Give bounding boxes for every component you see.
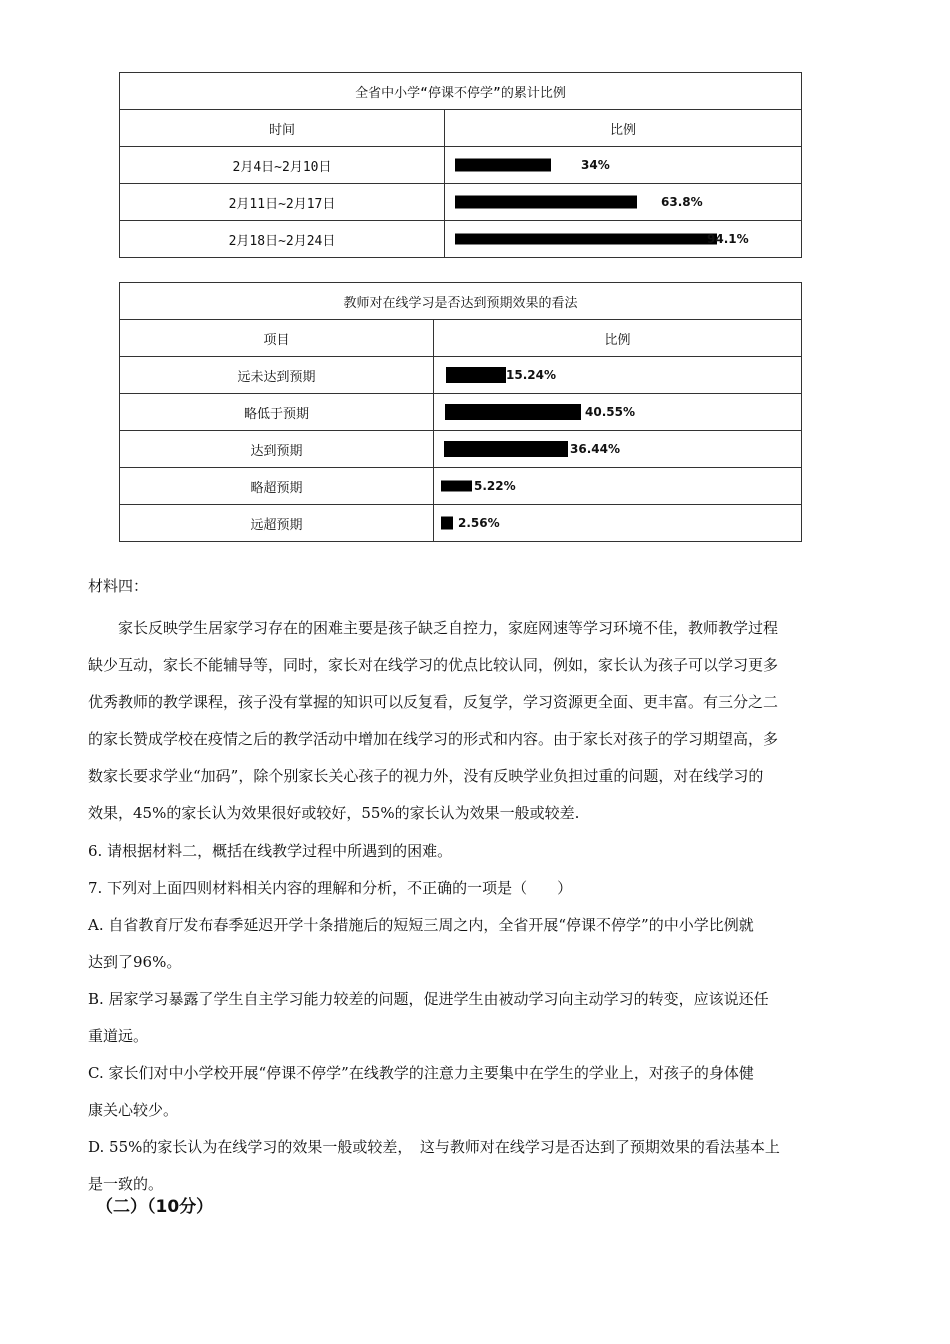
paragraph-line: 缺少互动，家长不能辅导等，同时，家长对在线学习的优点比较认同，例如，家长认为孩子可以学习更多 bbox=[88, 656, 779, 674]
bar bbox=[455, 196, 637, 209]
material4-body bbox=[88, 610, 863, 832]
col-header-ratio: 比例 bbox=[445, 110, 802, 147]
bar-cell bbox=[434, 468, 802, 505]
bar bbox=[445, 404, 581, 420]
option-c-cont: 康关心较少。 bbox=[88, 1101, 179, 1119]
bar-value: 5.22% bbox=[474, 479, 516, 493]
bar-cell bbox=[434, 505, 802, 542]
row-label: 2月11日~2月17日 bbox=[120, 184, 445, 221]
option-b: B. 居家学习暴露了学生自主学习能力较差的问题，促进学生由被动学习向主动学习的转变，应该说还任 bbox=[88, 990, 769, 1008]
bar-value: 2.56% bbox=[458, 516, 500, 530]
row-label: 达到预期 bbox=[120, 431, 434, 468]
bar-cell bbox=[434, 431, 802, 468]
row-label: 远超预期 bbox=[120, 505, 434, 542]
bar-value: 63.8% bbox=[661, 195, 703, 209]
table-row bbox=[120, 505, 802, 542]
row-label: 2月4日~2月10日 bbox=[120, 147, 445, 184]
paragraph-line: 数家长要求学业“加码”，除个别家长关心孩子的视力外，没有反映学业负担过重的问题，对在线学习的 bbox=[88, 767, 764, 785]
bar-value: 15.24% bbox=[506, 368, 556, 382]
bar-cell bbox=[445, 221, 802, 258]
option-a: A. 自省教育厅发布春季延迟开学十条措施后的短短三周之内，全省开展“停课不停学”的中小学比例就 bbox=[88, 916, 754, 934]
option-a-cont: 达到了96%。 bbox=[88, 953, 182, 971]
bar bbox=[455, 234, 717, 245]
col-header-item: 项目 bbox=[120, 320, 434, 357]
option-d-cont: 是一致的。 bbox=[88, 1175, 164, 1193]
option-c: C. 家长们对中小学校开展“停课不停学”在线教学的注意力主要集中在学生的学业上，对孩子的身体健 bbox=[88, 1064, 754, 1082]
option-b-cont: 重道远。 bbox=[88, 1027, 149, 1045]
table-row bbox=[120, 147, 802, 184]
questions bbox=[88, 833, 863, 1203]
bar bbox=[441, 517, 453, 530]
bar-value: 94.1% bbox=[707, 232, 749, 246]
option-d: D. 55%的家长认为在线学习的效果一般或较差， 这与教师对在线学习是否达到了预期效果的看法基本上 bbox=[88, 1138, 780, 1156]
bar-cell bbox=[434, 357, 802, 394]
bar-value: 36.44% bbox=[570, 442, 620, 456]
paragraph-line: 的家长赞成学校在疫情之后的教学活动中增加在线学习的形式和内容。由于家长对孩子的学习期望高，多 bbox=[88, 730, 779, 748]
question-6: 6. 请根据材料二，概括在线教学过程中所遇到的困难。 bbox=[88, 842, 453, 860]
bar bbox=[444, 441, 568, 457]
table-row bbox=[120, 431, 802, 468]
table-row bbox=[120, 184, 802, 221]
row-label: 略超预期 bbox=[120, 468, 434, 505]
bar-value: 40.55% bbox=[585, 405, 635, 419]
table-row bbox=[120, 394, 802, 431]
section-heading: （二）（10分） bbox=[96, 1197, 214, 1217]
row-label: 略低于预期 bbox=[120, 394, 434, 431]
bar-cell bbox=[434, 394, 802, 431]
bar bbox=[455, 159, 551, 172]
bar-cell bbox=[445, 184, 802, 221]
paragraph-line: 效果，45%的家长认为效果很好或较好，55%的家长认为效果一般或较差. bbox=[88, 804, 580, 822]
bar bbox=[446, 367, 506, 383]
cumulative-ratio-table bbox=[119, 72, 802, 258]
material4-heading: 材料四： bbox=[88, 577, 149, 595]
question-7: 7. 下列对上面四则材料相关内容的理解和分析，不正确的一项是（ ） bbox=[88, 879, 573, 897]
table-title: 教师对在线学习是否达到预期效果的看法 bbox=[120, 283, 802, 320]
paragraph-line: 优秀教师的教学课程，孩子没有掌握的知识可以反复看，反复学，学习资源更全面、更丰富。有三分之二 bbox=[88, 693, 779, 711]
row-label: 远未达到预期 bbox=[120, 357, 434, 394]
bar-value: 34% bbox=[581, 158, 610, 172]
table-row bbox=[120, 357, 802, 394]
teacher-opinion-table bbox=[119, 282, 802, 542]
col-header-time: 时间 bbox=[120, 110, 445, 147]
table-row bbox=[120, 221, 802, 258]
row-label: 2月18日~2月24日 bbox=[120, 221, 445, 258]
col-header-ratio: 比例 bbox=[434, 320, 802, 357]
bar-cell bbox=[445, 147, 802, 184]
bar bbox=[441, 481, 472, 492]
paragraph-line: 家长反映学生居家学习存在的困难主要是孩子缺乏自控力，家庭网速等学习环境不佳，教师教学过程 bbox=[118, 619, 779, 637]
table-title: 全省中小学“停课不停学”的累计比例 bbox=[120, 73, 802, 110]
table-row bbox=[120, 468, 802, 505]
